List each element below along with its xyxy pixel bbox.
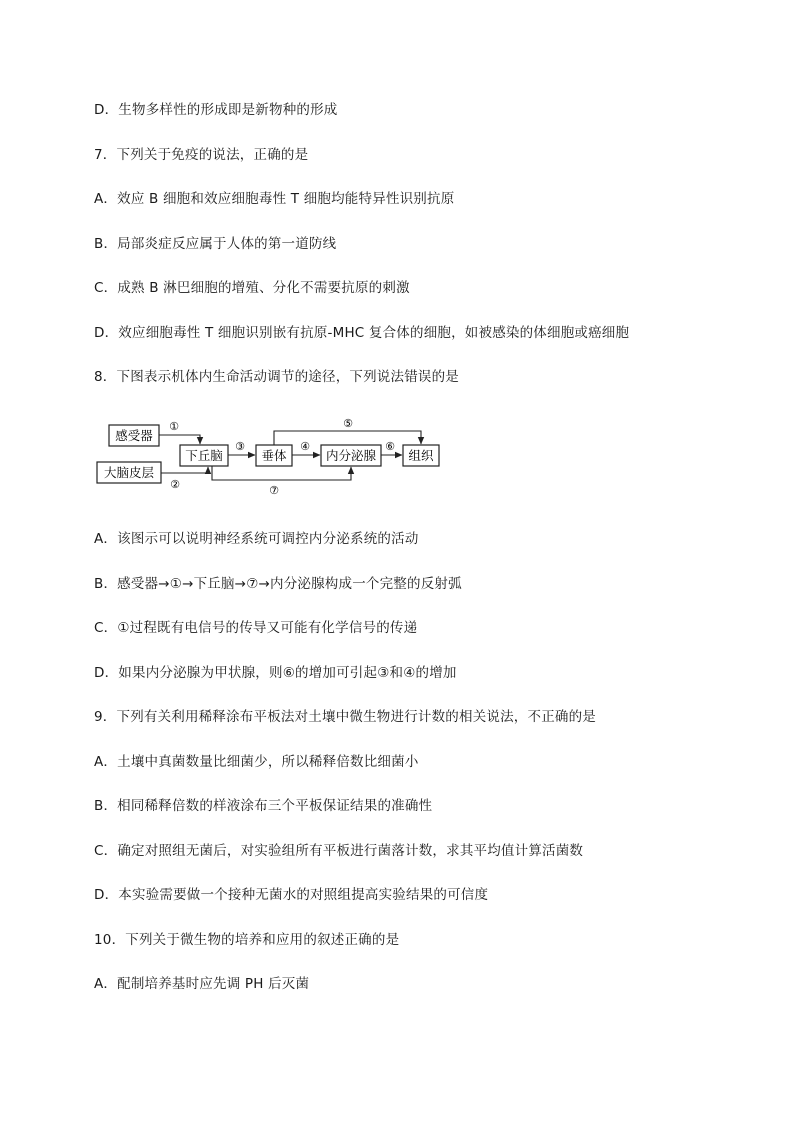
hypothalamus-label: 下丘脑: [185, 448, 223, 463]
option-7b: B．局部炎症反应属于人体的第一道防线: [94, 236, 337, 252]
option-10a: A．配制培养基时应先调 PH 后灭菌: [94, 976, 310, 992]
option-7a: A．效应 B 细胞和效应细胞毒性 T 细胞均能特异性识别抗原: [94, 191, 455, 207]
question-8: 8．下图表示机体内生命活动调节的途径，下列说法错误的是: [94, 369, 459, 385]
option-7c: C．成熟 B 淋巴细胞的增殖、分化不需要抗原的刺激: [94, 280, 410, 296]
arrow-7: [212, 466, 351, 480]
cortex-box: [97, 462, 161, 483]
label-6: ⑥: [385, 440, 395, 453]
arrow-2: [161, 467, 208, 473]
question-9: 9．下列有关利用稀释涂布平板法对土壤中微生物进行计数的相关说法，不正确的是: [94, 709, 596, 725]
pituitary-box: [256, 445, 292, 466]
arrow-5: [274, 431, 421, 445]
pituitary-label: 垂体: [261, 448, 287, 463]
label-1: ①: [169, 420, 179, 433]
option-9a: A．土壤中真菌数量比细菌少，所以稀释倍数比细菌小: [94, 754, 419, 770]
label-2: ②: [170, 478, 180, 491]
question-10: 10．下列关于微生物的培养和应用的叙述正确的是: [94, 932, 400, 948]
cortex-label: 大脑皮层: [103, 465, 155, 480]
option-9c: C．确定对照组无菌后，对实验组所有平板进行菌落计数，求其平均值计算活菌数: [94, 843, 584, 859]
option-7d: D．效应细胞毒性 T 细胞识别嵌有抗原-MHC 复合体的细胞，如被感染的体细胞或癌细胞: [94, 325, 630, 341]
tissue-box: [403, 445, 439, 466]
hypothalamus-box: [180, 445, 228, 466]
label-3: ③: [235, 440, 245, 453]
label-7: ⑦: [269, 484, 279, 497]
receptor-box: [109, 425, 159, 446]
option-8d: D．如果内分泌腺为甲状腺，则⑥的增加可引起③和④的增加: [94, 665, 457, 681]
option-9b: B．相同稀释倍数的样液涂布三个平板保证结果的准确性: [94, 798, 433, 814]
option-9d: D．本实验需要做一个接种无菌水的对照组提高实验结果的可信度: [94, 887, 489, 903]
tissue-label: 组织: [408, 448, 434, 463]
option-8a: A．该图示可以说明神经系统可调控内分泌系统的活动: [94, 531, 419, 547]
label-5: ⑤: [343, 417, 353, 430]
label-4: ④: [300, 440, 310, 453]
regulation-pathway-diagram: [94, 412, 454, 502]
arrow-1: [159, 435, 200, 444]
receptor-label: 感受器: [115, 428, 153, 443]
option-6d: D．生物多样性的形成即是新物种的形成: [94, 102, 338, 118]
question-7: 7．下列关于免疫的说法，正确的是: [94, 147, 309, 163]
gland-label: 内分泌腺: [325, 448, 377, 463]
option-8b: B．感受器→①→下丘脑→⑦→内分泌腺构成一个完整的反射弧: [94, 576, 462, 592]
option-8c: C．①过程既有电信号的传导又可能有化学信号的传递: [94, 620, 418, 636]
gland-box: [321, 445, 381, 466]
